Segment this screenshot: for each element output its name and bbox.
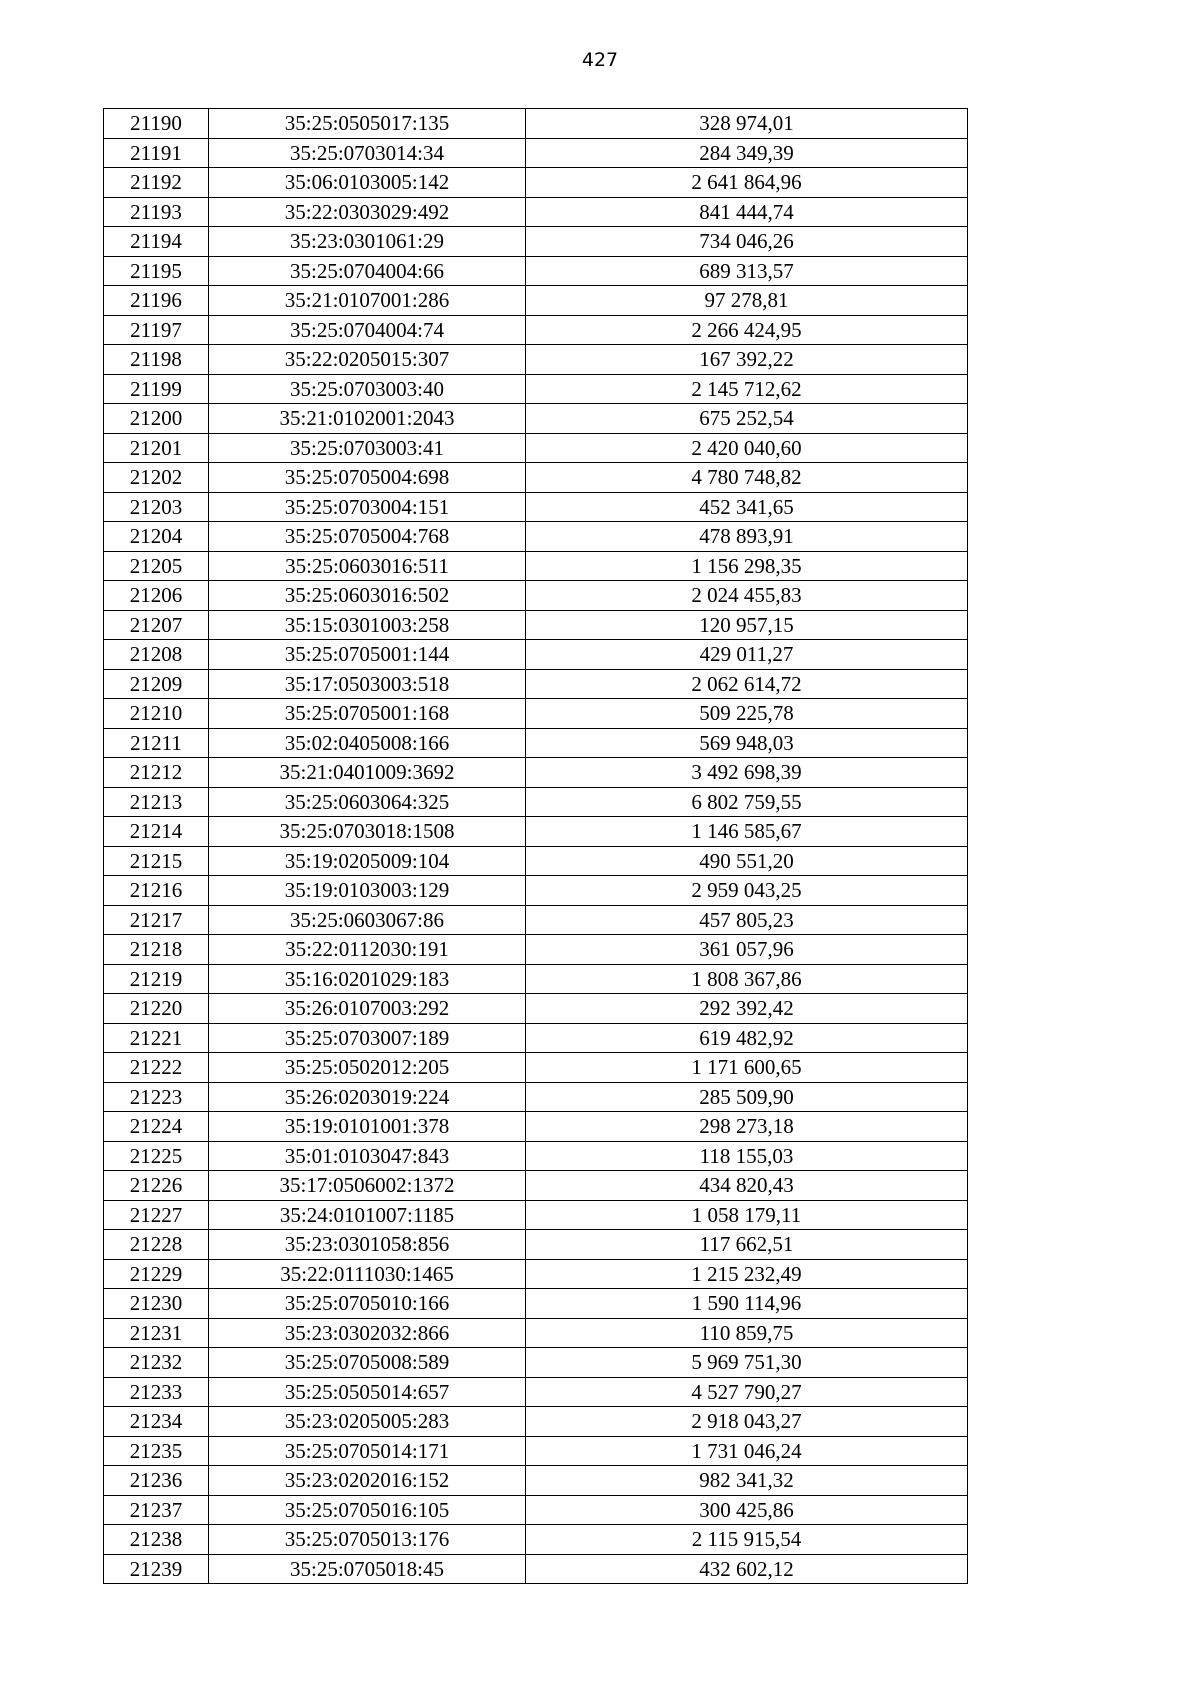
cadastral-value-cell: 841 444,74 bbox=[526, 197, 968, 227]
row-number-cell: 21231 bbox=[104, 1318, 209, 1348]
cadastral-number-cell: 35:23:0302032:866 bbox=[209, 1318, 526, 1348]
row-number-cell: 21207 bbox=[104, 610, 209, 640]
cadastral-value-cell: 1 058 179,11 bbox=[526, 1200, 968, 1230]
table-row bbox=[104, 610, 968, 640]
cadastral-number-cell: 35:25:0705010:166 bbox=[209, 1289, 526, 1319]
row-number-cell: 21199 bbox=[104, 374, 209, 404]
cadastral-number-cell: 35:25:0704004:66 bbox=[209, 256, 526, 286]
row-number-cell: 21214 bbox=[104, 817, 209, 847]
cadastral-number-cell: 35:25:0703007:189 bbox=[209, 1023, 526, 1053]
cadastral-value-cell: 1 171 600,65 bbox=[526, 1053, 968, 1083]
cadastral-value-cell: 97 278,81 bbox=[526, 286, 968, 316]
row-number-cell: 21193 bbox=[104, 197, 209, 227]
cadastral-number-cell: 35:25:0505014:657 bbox=[209, 1377, 526, 1407]
table-row bbox=[104, 463, 968, 493]
cadastral-number-cell: 35:25:0603016:511 bbox=[209, 551, 526, 581]
cadastral-number-cell: 35:25:0705016:105 bbox=[209, 1495, 526, 1525]
table-row bbox=[104, 345, 968, 375]
row-number-cell: 21211 bbox=[104, 728, 209, 758]
row-number-cell: 21217 bbox=[104, 905, 209, 935]
table-row bbox=[104, 168, 968, 198]
table-row bbox=[104, 994, 968, 1024]
cadastral-value-cell: 361 057,96 bbox=[526, 935, 968, 965]
table-row bbox=[104, 1171, 968, 1201]
table-row bbox=[104, 1407, 968, 1437]
table-row bbox=[104, 404, 968, 434]
cadastral-value-cell: 1 215 232,49 bbox=[526, 1259, 968, 1289]
cadastral-number-cell: 35:25:0705014:171 bbox=[209, 1436, 526, 1466]
cadastral-value-cell: 982 341,32 bbox=[526, 1466, 968, 1496]
table-body bbox=[104, 109, 968, 1584]
cadastral-value-cell: 6 802 759,55 bbox=[526, 787, 968, 817]
cadastral-number-cell: 35:22:0303029:492 bbox=[209, 197, 526, 227]
table-row bbox=[104, 1082, 968, 1112]
row-number-cell: 21226 bbox=[104, 1171, 209, 1201]
table-row bbox=[104, 817, 968, 847]
cadastral-number-cell: 35:17:0506002:1372 bbox=[209, 1171, 526, 1201]
page-number: 427 bbox=[581, 49, 619, 71]
cadastral-number-cell: 35:23:0301061:29 bbox=[209, 227, 526, 257]
table-row bbox=[104, 1554, 968, 1584]
row-number-cell: 21220 bbox=[104, 994, 209, 1024]
table-row bbox=[104, 492, 968, 522]
table-row bbox=[104, 758, 968, 788]
row-number-cell: 21206 bbox=[104, 581, 209, 611]
cadastral-number-cell: 35:19:0101001:378 bbox=[209, 1112, 526, 1142]
cadastral-number-cell: 35:25:0705004:768 bbox=[209, 522, 526, 552]
cadastral-number-cell: 35:24:0101007:1185 bbox=[209, 1200, 526, 1230]
cadastral-number-cell: 35:21:0102001:2043 bbox=[209, 404, 526, 434]
table-row bbox=[104, 905, 968, 935]
cadastral-value-cell: 2 115 915,54 bbox=[526, 1525, 968, 1555]
row-number-cell: 21223 bbox=[104, 1082, 209, 1112]
row-number-cell: 21202 bbox=[104, 463, 209, 493]
cadastral-number-cell: 35:22:0111030:1465 bbox=[209, 1259, 526, 1289]
cadastral-value-cell: 1 808 367,86 bbox=[526, 964, 968, 994]
row-number-cell: 21212 bbox=[104, 758, 209, 788]
row-number-cell: 21228 bbox=[104, 1230, 209, 1260]
cadastral-number-cell: 35:21:0401009:3692 bbox=[209, 758, 526, 788]
cadastral-value-cell: 2 062 614,72 bbox=[526, 669, 968, 699]
cadastral-number-cell: 35:25:0505017:135 bbox=[209, 109, 526, 139]
cadastral-number-cell: 35:17:0503003:518 bbox=[209, 669, 526, 699]
cadastral-value-cell: 429 011,27 bbox=[526, 640, 968, 670]
table-row bbox=[104, 728, 968, 758]
row-number-cell: 21232 bbox=[104, 1348, 209, 1378]
cadastral-number-cell: 35:23:0205005:283 bbox=[209, 1407, 526, 1437]
row-number-cell: 21191 bbox=[104, 138, 209, 168]
row-number-cell: 21215 bbox=[104, 846, 209, 876]
table-row bbox=[104, 374, 968, 404]
cadastral-value-cell: 689 313,57 bbox=[526, 256, 968, 286]
row-number-cell: 21235 bbox=[104, 1436, 209, 1466]
table-row bbox=[104, 699, 968, 729]
cadastral-number-cell: 35:25:0703018:1508 bbox=[209, 817, 526, 847]
table-row bbox=[104, 581, 968, 611]
cadastral-number-cell: 35:25:0703014:34 bbox=[209, 138, 526, 168]
cadastral-value-cell: 2 266 424,95 bbox=[526, 315, 968, 345]
cadastral-value-cell: 509 225,78 bbox=[526, 699, 968, 729]
row-number-cell: 21190 bbox=[104, 109, 209, 139]
cadastral-number-cell: 35:25:0705004:698 bbox=[209, 463, 526, 493]
row-number-cell: 21234 bbox=[104, 1407, 209, 1437]
cadastral-value-table bbox=[103, 108, 968, 1584]
cadastral-number-cell: 35:25:0603067:86 bbox=[209, 905, 526, 935]
cadastral-value-cell: 432 602,12 bbox=[526, 1554, 968, 1584]
cadastral-number-cell: 35:22:0112030:191 bbox=[209, 935, 526, 965]
cadastral-value-cell: 1 146 585,67 bbox=[526, 817, 968, 847]
table-row bbox=[104, 138, 968, 168]
row-number-cell: 21194 bbox=[104, 227, 209, 257]
cadastral-value-cell: 285 509,90 bbox=[526, 1082, 968, 1112]
cadastral-number-cell: 35:25:0705001:144 bbox=[209, 640, 526, 670]
table-row bbox=[104, 197, 968, 227]
row-number-cell: 21224 bbox=[104, 1112, 209, 1142]
row-number-cell: 21204 bbox=[104, 522, 209, 552]
cadastral-number-cell: 35:25:0705008:589 bbox=[209, 1348, 526, 1378]
row-number-cell: 21201 bbox=[104, 433, 209, 463]
table-row bbox=[104, 1023, 968, 1053]
row-number-cell: 21222 bbox=[104, 1053, 209, 1083]
cadastral-number-cell: 35:25:0705018:45 bbox=[209, 1554, 526, 1584]
cadastral-number-cell: 35:02:0405008:166 bbox=[209, 728, 526, 758]
cadastral-value-cell: 117 662,51 bbox=[526, 1230, 968, 1260]
table-row bbox=[104, 227, 968, 257]
row-number-cell: 21196 bbox=[104, 286, 209, 316]
table-row bbox=[104, 551, 968, 581]
row-number-cell: 21195 bbox=[104, 256, 209, 286]
cadastral-value-cell: 2 918 043,27 bbox=[526, 1407, 968, 1437]
table-row bbox=[104, 315, 968, 345]
cadastral-value-cell: 434 820,43 bbox=[526, 1171, 968, 1201]
row-number-cell: 21238 bbox=[104, 1525, 209, 1555]
cadastral-number-cell: 35:25:0704004:74 bbox=[209, 315, 526, 345]
table-row bbox=[104, 286, 968, 316]
row-number-cell: 21233 bbox=[104, 1377, 209, 1407]
cadastral-number-cell: 35:19:0103003:129 bbox=[209, 876, 526, 906]
cadastral-value-cell: 1 590 114,96 bbox=[526, 1289, 968, 1319]
cadastral-value-cell: 2 145 712,62 bbox=[526, 374, 968, 404]
row-number-cell: 21198 bbox=[104, 345, 209, 375]
row-number-cell: 21227 bbox=[104, 1200, 209, 1230]
table-row bbox=[104, 1495, 968, 1525]
row-number-cell: 21221 bbox=[104, 1023, 209, 1053]
cadastral-value-cell: 5 969 751,30 bbox=[526, 1348, 968, 1378]
cadastral-number-cell: 35:06:0103005:142 bbox=[209, 168, 526, 198]
cadastral-value-cell: 110 859,75 bbox=[526, 1318, 968, 1348]
cadastral-value-cell: 4 527 790,27 bbox=[526, 1377, 968, 1407]
table-row bbox=[104, 787, 968, 817]
cadastral-value-cell: 478 893,91 bbox=[526, 522, 968, 552]
table-row bbox=[104, 876, 968, 906]
table-row bbox=[104, 1318, 968, 1348]
cadastral-value-cell: 457 805,23 bbox=[526, 905, 968, 935]
table-row bbox=[104, 1141, 968, 1171]
table-row bbox=[104, 1436, 968, 1466]
cadastral-value-cell: 167 392,22 bbox=[526, 345, 968, 375]
cadastral-value-cell: 490 551,20 bbox=[526, 846, 968, 876]
cadastral-value-cell: 118 155,03 bbox=[526, 1141, 968, 1171]
cadastral-number-cell: 35:25:0502012:205 bbox=[209, 1053, 526, 1083]
cadastral-number-cell: 35:25:0703004:151 bbox=[209, 492, 526, 522]
table-row bbox=[104, 1230, 968, 1260]
row-number-cell: 21219 bbox=[104, 964, 209, 994]
row-number-cell: 21209 bbox=[104, 669, 209, 699]
table-row bbox=[104, 109, 968, 139]
cadastral-number-cell: 35:25:0705013:176 bbox=[209, 1525, 526, 1555]
table-row bbox=[104, 256, 968, 286]
table-row bbox=[104, 1348, 968, 1378]
cadastral-value-cell: 328 974,01 bbox=[526, 109, 968, 139]
table-row bbox=[104, 964, 968, 994]
cadastral-number-cell: 35:25:0705001:168 bbox=[209, 699, 526, 729]
row-number-cell: 21192 bbox=[104, 168, 209, 198]
table-row bbox=[104, 669, 968, 699]
table-row bbox=[104, 1259, 968, 1289]
table-row bbox=[104, 433, 968, 463]
table-row bbox=[104, 1377, 968, 1407]
row-number-cell: 21239 bbox=[104, 1554, 209, 1584]
cadastral-value-cell: 1 731 046,24 bbox=[526, 1436, 968, 1466]
cadastral-number-cell: 35:25:0703003:41 bbox=[209, 433, 526, 463]
row-number-cell: 21203 bbox=[104, 492, 209, 522]
cadastral-number-cell: 35:16:0201029:183 bbox=[209, 964, 526, 994]
row-number-cell: 21210 bbox=[104, 699, 209, 729]
cadastral-value-cell: 284 349,39 bbox=[526, 138, 968, 168]
cadastral-number-cell: 35:19:0205009:104 bbox=[209, 846, 526, 876]
cadastral-value-cell: 619 482,92 bbox=[526, 1023, 968, 1053]
cadastral-value-cell: 300 425,86 bbox=[526, 1495, 968, 1525]
row-number-cell: 21237 bbox=[104, 1495, 209, 1525]
cadastral-number-cell: 35:23:0301058:856 bbox=[209, 1230, 526, 1260]
cadastral-number-cell: 35:25:0603064:325 bbox=[209, 787, 526, 817]
cadastral-value-cell: 298 273,18 bbox=[526, 1112, 968, 1142]
cadastral-value-cell: 2 024 455,83 bbox=[526, 581, 968, 611]
table-row bbox=[104, 935, 968, 965]
cadastral-number-cell: 35:25:0703003:40 bbox=[209, 374, 526, 404]
row-number-cell: 21205 bbox=[104, 551, 209, 581]
cadastral-number-cell: 35:23:0202016:152 bbox=[209, 1466, 526, 1496]
row-number-cell: 21225 bbox=[104, 1141, 209, 1171]
row-number-cell: 21200 bbox=[104, 404, 209, 434]
cadastral-number-cell: 35:21:0107001:286 bbox=[209, 286, 526, 316]
row-number-cell: 21218 bbox=[104, 935, 209, 965]
table-row bbox=[104, 522, 968, 552]
cadastral-number-cell: 35:15:0301003:258 bbox=[209, 610, 526, 640]
cadastral-value-cell: 4 780 748,82 bbox=[526, 463, 968, 493]
cadastral-value-cell: 734 046,26 bbox=[526, 227, 968, 257]
table-row bbox=[104, 1525, 968, 1555]
cadastral-value-cell: 569 948,03 bbox=[526, 728, 968, 758]
cadastral-value-cell: 3 492 698,39 bbox=[526, 758, 968, 788]
cadastral-number-cell: 35:01:0103047:843 bbox=[209, 1141, 526, 1171]
row-number-cell: 21208 bbox=[104, 640, 209, 670]
table-row bbox=[104, 1200, 968, 1230]
cadastral-number-cell: 35:26:0203019:224 bbox=[209, 1082, 526, 1112]
row-number-cell: 21197 bbox=[104, 315, 209, 345]
row-number-cell: 21236 bbox=[104, 1466, 209, 1496]
row-number-cell: 21213 bbox=[104, 787, 209, 817]
row-number-cell: 21216 bbox=[104, 876, 209, 906]
row-number-cell: 21230 bbox=[104, 1289, 209, 1319]
cadastral-number-cell: 35:26:0107003:292 bbox=[209, 994, 526, 1024]
cadastral-value-cell: 2 641 864,96 bbox=[526, 168, 968, 198]
table-row bbox=[104, 1466, 968, 1496]
cadastral-value-cell: 292 392,42 bbox=[526, 994, 968, 1024]
cadastral-value-cell: 1 156 298,35 bbox=[526, 551, 968, 581]
table-row bbox=[104, 1053, 968, 1083]
cadastral-value-cell: 2 959 043,25 bbox=[526, 876, 968, 906]
table-row bbox=[104, 846, 968, 876]
table-row bbox=[104, 1112, 968, 1142]
cadastral-value-cell: 120 957,15 bbox=[526, 610, 968, 640]
cadastral-value-cell: 675 252,54 bbox=[526, 404, 968, 434]
cadastral-value-cell: 452 341,65 bbox=[526, 492, 968, 522]
row-number-cell: 21229 bbox=[104, 1259, 209, 1289]
cadastral-value-cell: 2 420 040,60 bbox=[526, 433, 968, 463]
cadastral-number-cell: 35:22:0205015:307 bbox=[209, 345, 526, 375]
table-row bbox=[104, 1289, 968, 1319]
cadastral-number-cell: 35:25:0603016:502 bbox=[209, 581, 526, 611]
table-row bbox=[104, 640, 968, 670]
